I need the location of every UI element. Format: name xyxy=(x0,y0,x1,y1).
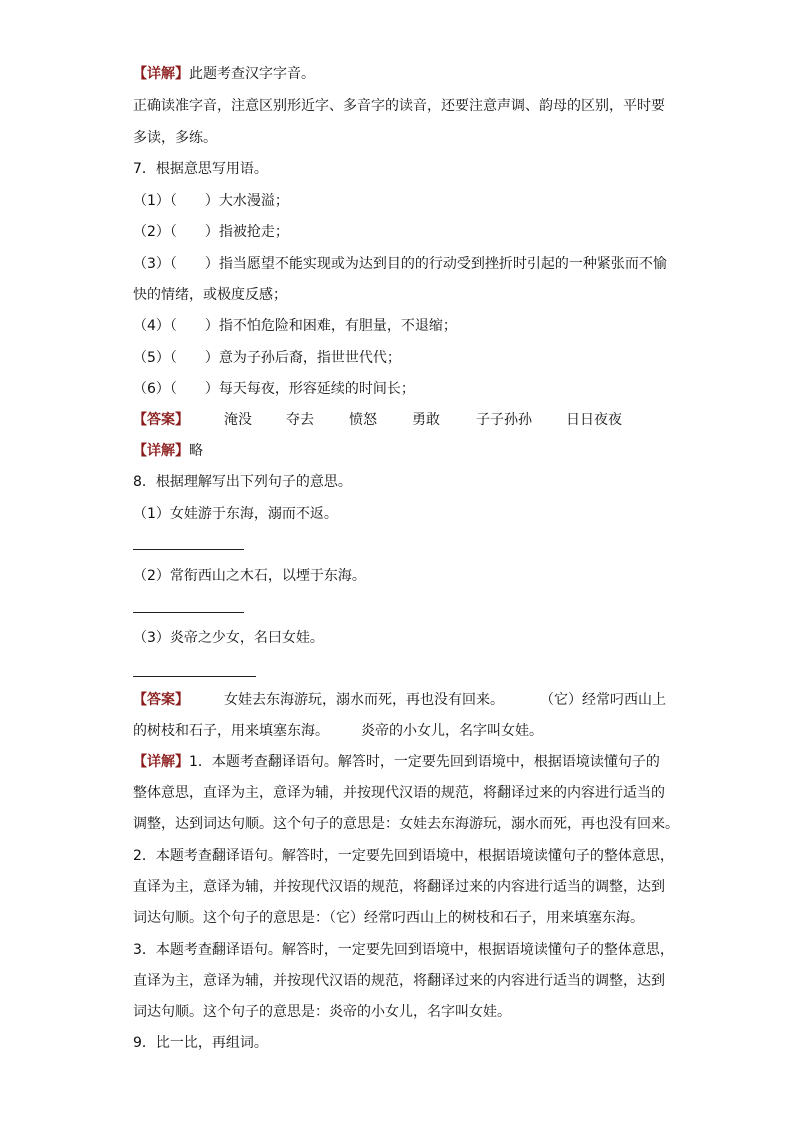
detail-line-top xyxy=(133,64,315,84)
q8-answer-line xyxy=(133,690,189,710)
q8-detail-line-5: 直译为主，意译为辅，并按现代汉语的规范，将翻译过来的内容进行适当的调整，达到 xyxy=(133,879,665,895)
q8-item-2: （2）常衔西山之木石，以堙于东海。 xyxy=(133,568,366,584)
answer-blank-line xyxy=(133,612,244,613)
q7-detail-text: 略 xyxy=(189,443,203,459)
q8-answer-2: （它）经常叼西山上 xyxy=(540,692,666,708)
q8-answer-1: 女娃去东海游玩，溺水而死，再也没有回来。 xyxy=(224,692,504,708)
question-7-title: 7．根据意思写用语。 xyxy=(133,161,268,177)
q7-item-1: （1）（ ）大水漫溢； xyxy=(133,193,289,209)
q7-answer-line xyxy=(133,410,189,430)
q7-answer-3: 愤怒 xyxy=(349,412,377,428)
answer-blank-line xyxy=(133,676,256,677)
q7-answer-1: 淹没 xyxy=(224,412,252,428)
q8-item-3: （3）炎帝之少女，名曰女娃。 xyxy=(133,630,324,646)
q8-detail-line-9: 词达句顺。这个句子的意思是：炎帝的小女儿，名字叫女娃。 xyxy=(133,1004,511,1020)
q8-answer-3: 炎帝的小女儿，名字叫女娃。 xyxy=(361,723,543,739)
q8-detail-line-2: 整体意思，直译为主，意译为辅，并按现代汉语的规范，将翻译过来的内容进行适当的 xyxy=(133,785,665,801)
detail-tag: 【详解】 xyxy=(133,443,189,459)
q7-answer-6: 日日夜夜 xyxy=(566,412,622,428)
q8-detail-line-3: 调整，达到词达句顺。这个句子的意思是：女娃去东海游玩，溺水而死，再也没有回来。 xyxy=(133,816,679,832)
q7-answer-4: 勇敢 xyxy=(412,412,440,428)
q8-detail-line-1 xyxy=(133,752,660,772)
q8-item-1: （1）女娃游于东海，溺而不返。 xyxy=(133,506,338,522)
q7-item-2: （2）（ ）指被抢走； xyxy=(133,224,289,240)
answer-tag: 【答案】 xyxy=(133,412,189,428)
question-8-title: 8．根据理解写出下列句子的意思。 xyxy=(133,474,352,490)
body-line: 多读，多练。 xyxy=(133,130,217,146)
q7-answer-5: 子子孙孙 xyxy=(476,412,532,428)
body-line: 正确读准字音，注意区别形近字、多音字的读音，还要注意声调、韵母的区别，平时要 xyxy=(133,98,665,114)
detail-tag: 【详解】 xyxy=(133,754,189,770)
q8-detail-text: 1．本题考查翻译语句。解答时，一定要先回到语境中，根据语境读懂句子的 xyxy=(189,754,660,770)
q7-item-3-cont: 快的情绪，或极度反感； xyxy=(133,287,287,303)
question-9-title: 9．比一比，再组词。 xyxy=(133,1035,268,1051)
q7-answer-2: 夺去 xyxy=(286,412,314,428)
q8-answer-2-cont: 的树枝和石子，用来填塞东海。 xyxy=(133,723,329,739)
answer-blank-line xyxy=(133,549,244,550)
q7-detail-line xyxy=(133,441,203,461)
q7-item-3: （3）（ ）指当愿望不能实现或为达到目的的行动受到挫折时引起的一种紧张而不愉 xyxy=(133,256,667,272)
detail-tag: 【详解】 xyxy=(133,66,189,82)
q8-detail-line-8: 直译为主，意译为辅，并按现代汉语的规范，将翻译过来的内容进行适当的调整，达到 xyxy=(133,973,665,989)
detail-text: 此题考查汉字字音。 xyxy=(189,66,315,82)
q7-item-5: （5）（ ）意为子孙后裔，指世世代代； xyxy=(133,350,401,366)
q8-detail-line-4: 2．本题考查翻译语句。解答时，一定要先回到语境中，根据语境读懂句子的整体意思， xyxy=(133,848,674,864)
answer-tag: 【答案】 xyxy=(133,692,189,708)
q8-detail-line-6: 词达句顺。这个句子的意思是：（它）经常叼西山上的树枝和石子，用来填塞东海。 xyxy=(133,910,644,926)
q7-item-6: （6）（ ）每天每夜，形容延续的时间长； xyxy=(133,381,415,397)
q8-detail-line-7: 3．本题考查翻译语句。解答时，一定要先回到语境中，根据语境读懂句子的整体意思， xyxy=(133,942,674,958)
q7-item-4: （4）（ ）指不怕危险和困难，有胆量，不退缩； xyxy=(133,318,457,334)
